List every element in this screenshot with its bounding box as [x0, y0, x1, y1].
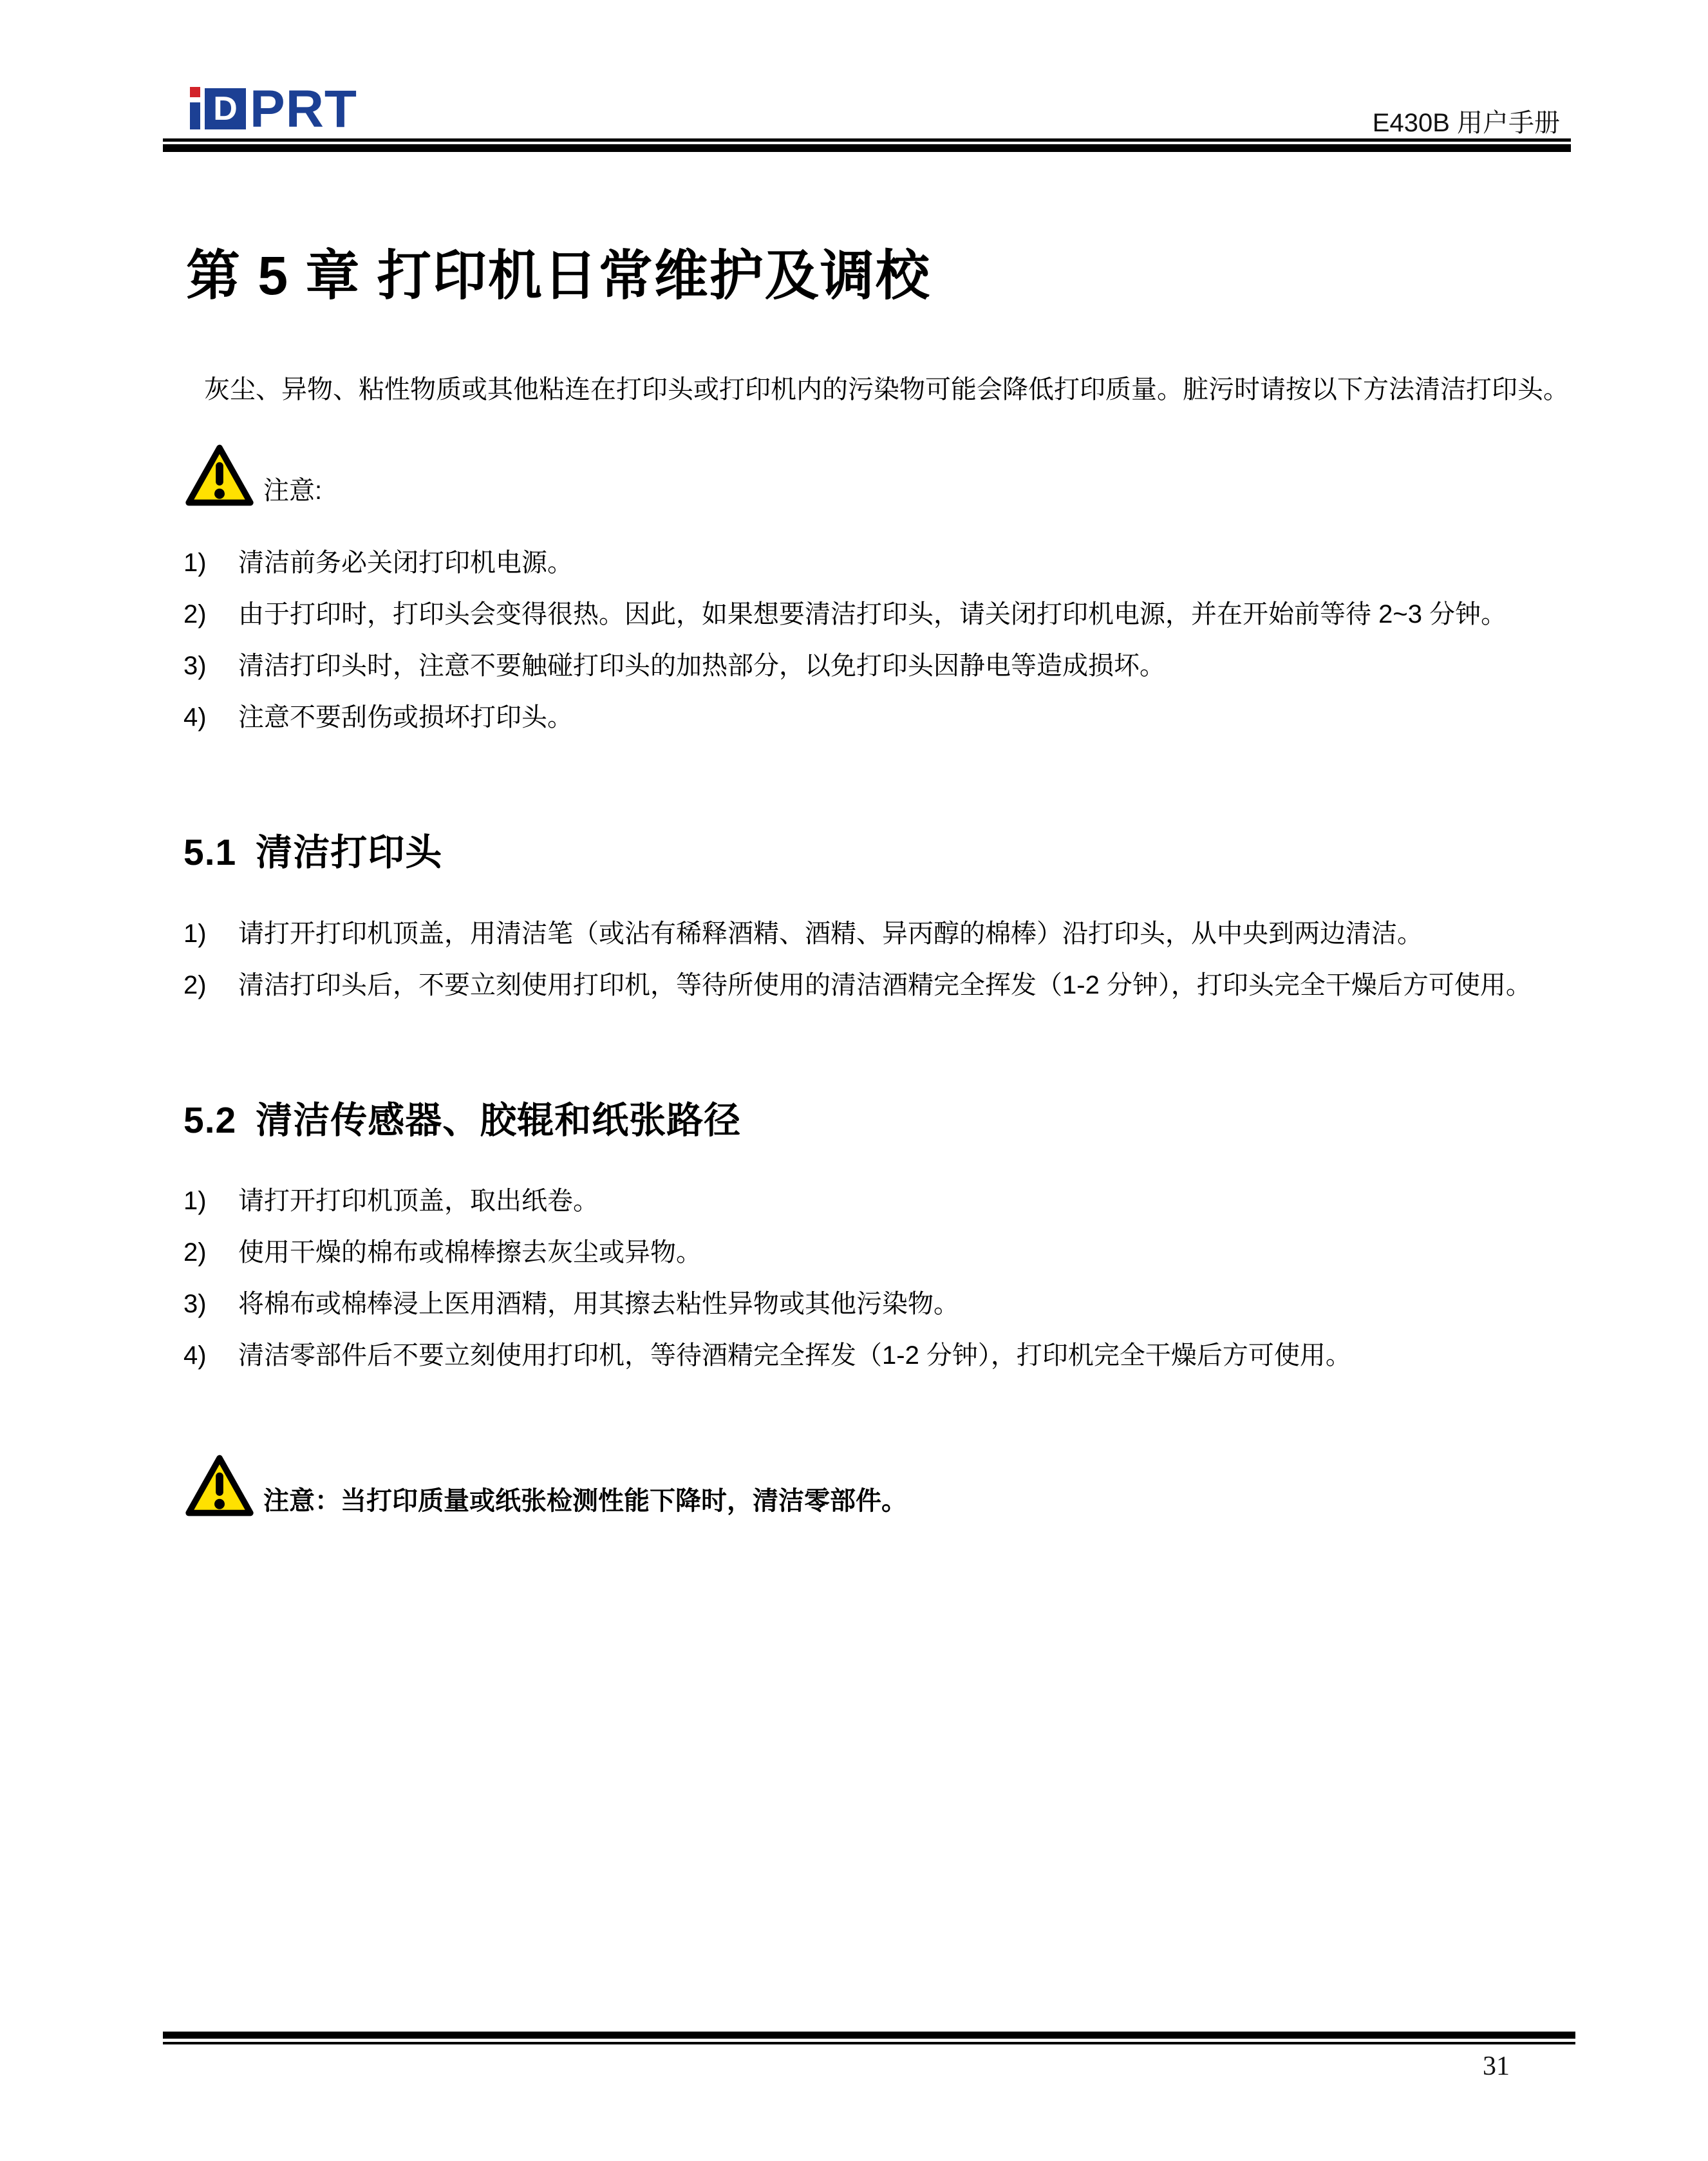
section-number: 5.2: [183, 1099, 237, 1141]
notice-2-label: 注意：当打印质量或纸张检测性能下降时，清洁零部件。: [263, 1487, 907, 1516]
list-item-number: 1): [183, 549, 207, 578]
section-5-1-heading: [183, 832, 1573, 874]
section-5-2-heading: [183, 1100, 1573, 1142]
warning-triangle-icon: [183, 443, 256, 507]
list-item-number: 1): [183, 919, 207, 948]
section-number: 5.1: [183, 832, 237, 874]
list-item: [163, 537, 1573, 589]
content: [0, 246, 1708, 1518]
header-rule-thin: [163, 138, 1571, 142]
document-title: E430B 用户手册: [1372, 109, 1560, 137]
list-item: [163, 908, 1573, 959]
notice-1-label: 注意:: [263, 477, 323, 505]
list-item-number: 2): [183, 1238, 207, 1267]
list-item-number: 3): [183, 1290, 207, 1319]
list-item-text: 请打开打印机顶盖，取出纸卷。: [238, 1187, 599, 1216]
section-title: 清洁打印头: [256, 832, 443, 874]
notice-block-1: [183, 443, 1573, 507]
list-item: [163, 1330, 1573, 1381]
list-item-text: 清洁打印头后，不要立刻使用打印机，等待所使用的清洁酒精完全挥发（1-2 分钟），打印头完全干燥后方可使用。: [238, 970, 1532, 999]
list-item-number: 1): [183, 1187, 207, 1216]
idprt-logo: [190, 80, 357, 138]
header-rule: [163, 138, 1571, 152]
logo-letter-d: D: [205, 88, 246, 129]
list-item-text: 由于打印时，打印头会变得很热。因此，如果想要清洁打印头，请关闭打印机电源，并在开始前等待 2~3 分钟。: [238, 600, 1507, 629]
notice-block-2: [183, 1453, 1573, 1518]
list-item-number: 4): [183, 1341, 207, 1370]
list-item: [163, 1278, 1573, 1330]
list-item: [163, 1227, 1573, 1278]
warning-triangle-icon: [183, 1453, 256, 1518]
logo-letter-i: [190, 87, 200, 129]
logo-i-bar: [190, 102, 200, 129]
page-header: [0, 0, 1708, 138]
list-item: [163, 692, 1573, 743]
list-item-number: 2): [183, 970, 207, 999]
section-title: 清洁传感器、胶辊和纸张路径: [256, 1099, 742, 1141]
footer-rule: [163, 2032, 1575, 2044]
section-5-1-list: [163, 908, 1573, 1011]
notice-1-list: [163, 537, 1573, 743]
chapter-title: 第 5 章 打印机日常维护及调校: [186, 245, 931, 306]
list-item: [163, 640, 1573, 692]
footer-rule-thick: [163, 2032, 1575, 2039]
list-item-text: 清洁零部件后不要立刻使用打印机，等待酒精完全挥发（1-2 分钟），打印机完全干燥后方可使用。: [238, 1341, 1351, 1370]
list-item-text: 清洁前务必关闭打印机电源。: [238, 549, 573, 578]
intro-paragraph: 灰尘、异物、粘性物质或其他粘连在打印头或打印机内的污染物可能会降低打印质量。脏污时请按以下方法清洁打印头。: [204, 375, 1569, 404]
footer-rule-thin: [163, 2042, 1575, 2044]
section-5-2-list: [163, 1175, 1573, 1381]
list-item-text: 使用干燥的棉布或棉棒擦去灰尘或异物。: [238, 1238, 702, 1267]
list-item-text: 注意不要刮伤或损坏打印头。: [238, 703, 573, 732]
list-item: [163, 959, 1573, 1011]
logo-letters-prt: PRT: [250, 80, 357, 138]
list-item: [163, 1175, 1573, 1227]
list-item-text: 请打开打印机顶盖，用清洁笔（或沾有稀释酒精、酒精、异丙醇的棉棒）沿打印头，从中央到两边清洁。: [238, 919, 1423, 948]
list-item-number: 3): [183, 652, 207, 681]
header-rule-thick: [163, 144, 1571, 152]
page-number: 31: [1483, 2052, 1510, 2081]
list-item: [163, 589, 1573, 640]
logo-i-dot: [190, 87, 200, 97]
list-item-text: 将棉布或棉棒浸上医用酒精，用其擦去粘性异物或其他污染物。: [238, 1290, 959, 1319]
list-item-text: 清洁打印头时，注意不要触碰打印头的加热部分，以免打印头因静电等造成损坏。: [238, 652, 1165, 681]
list-item-number: 4): [183, 703, 207, 732]
list-item-number: 2): [183, 600, 207, 629]
